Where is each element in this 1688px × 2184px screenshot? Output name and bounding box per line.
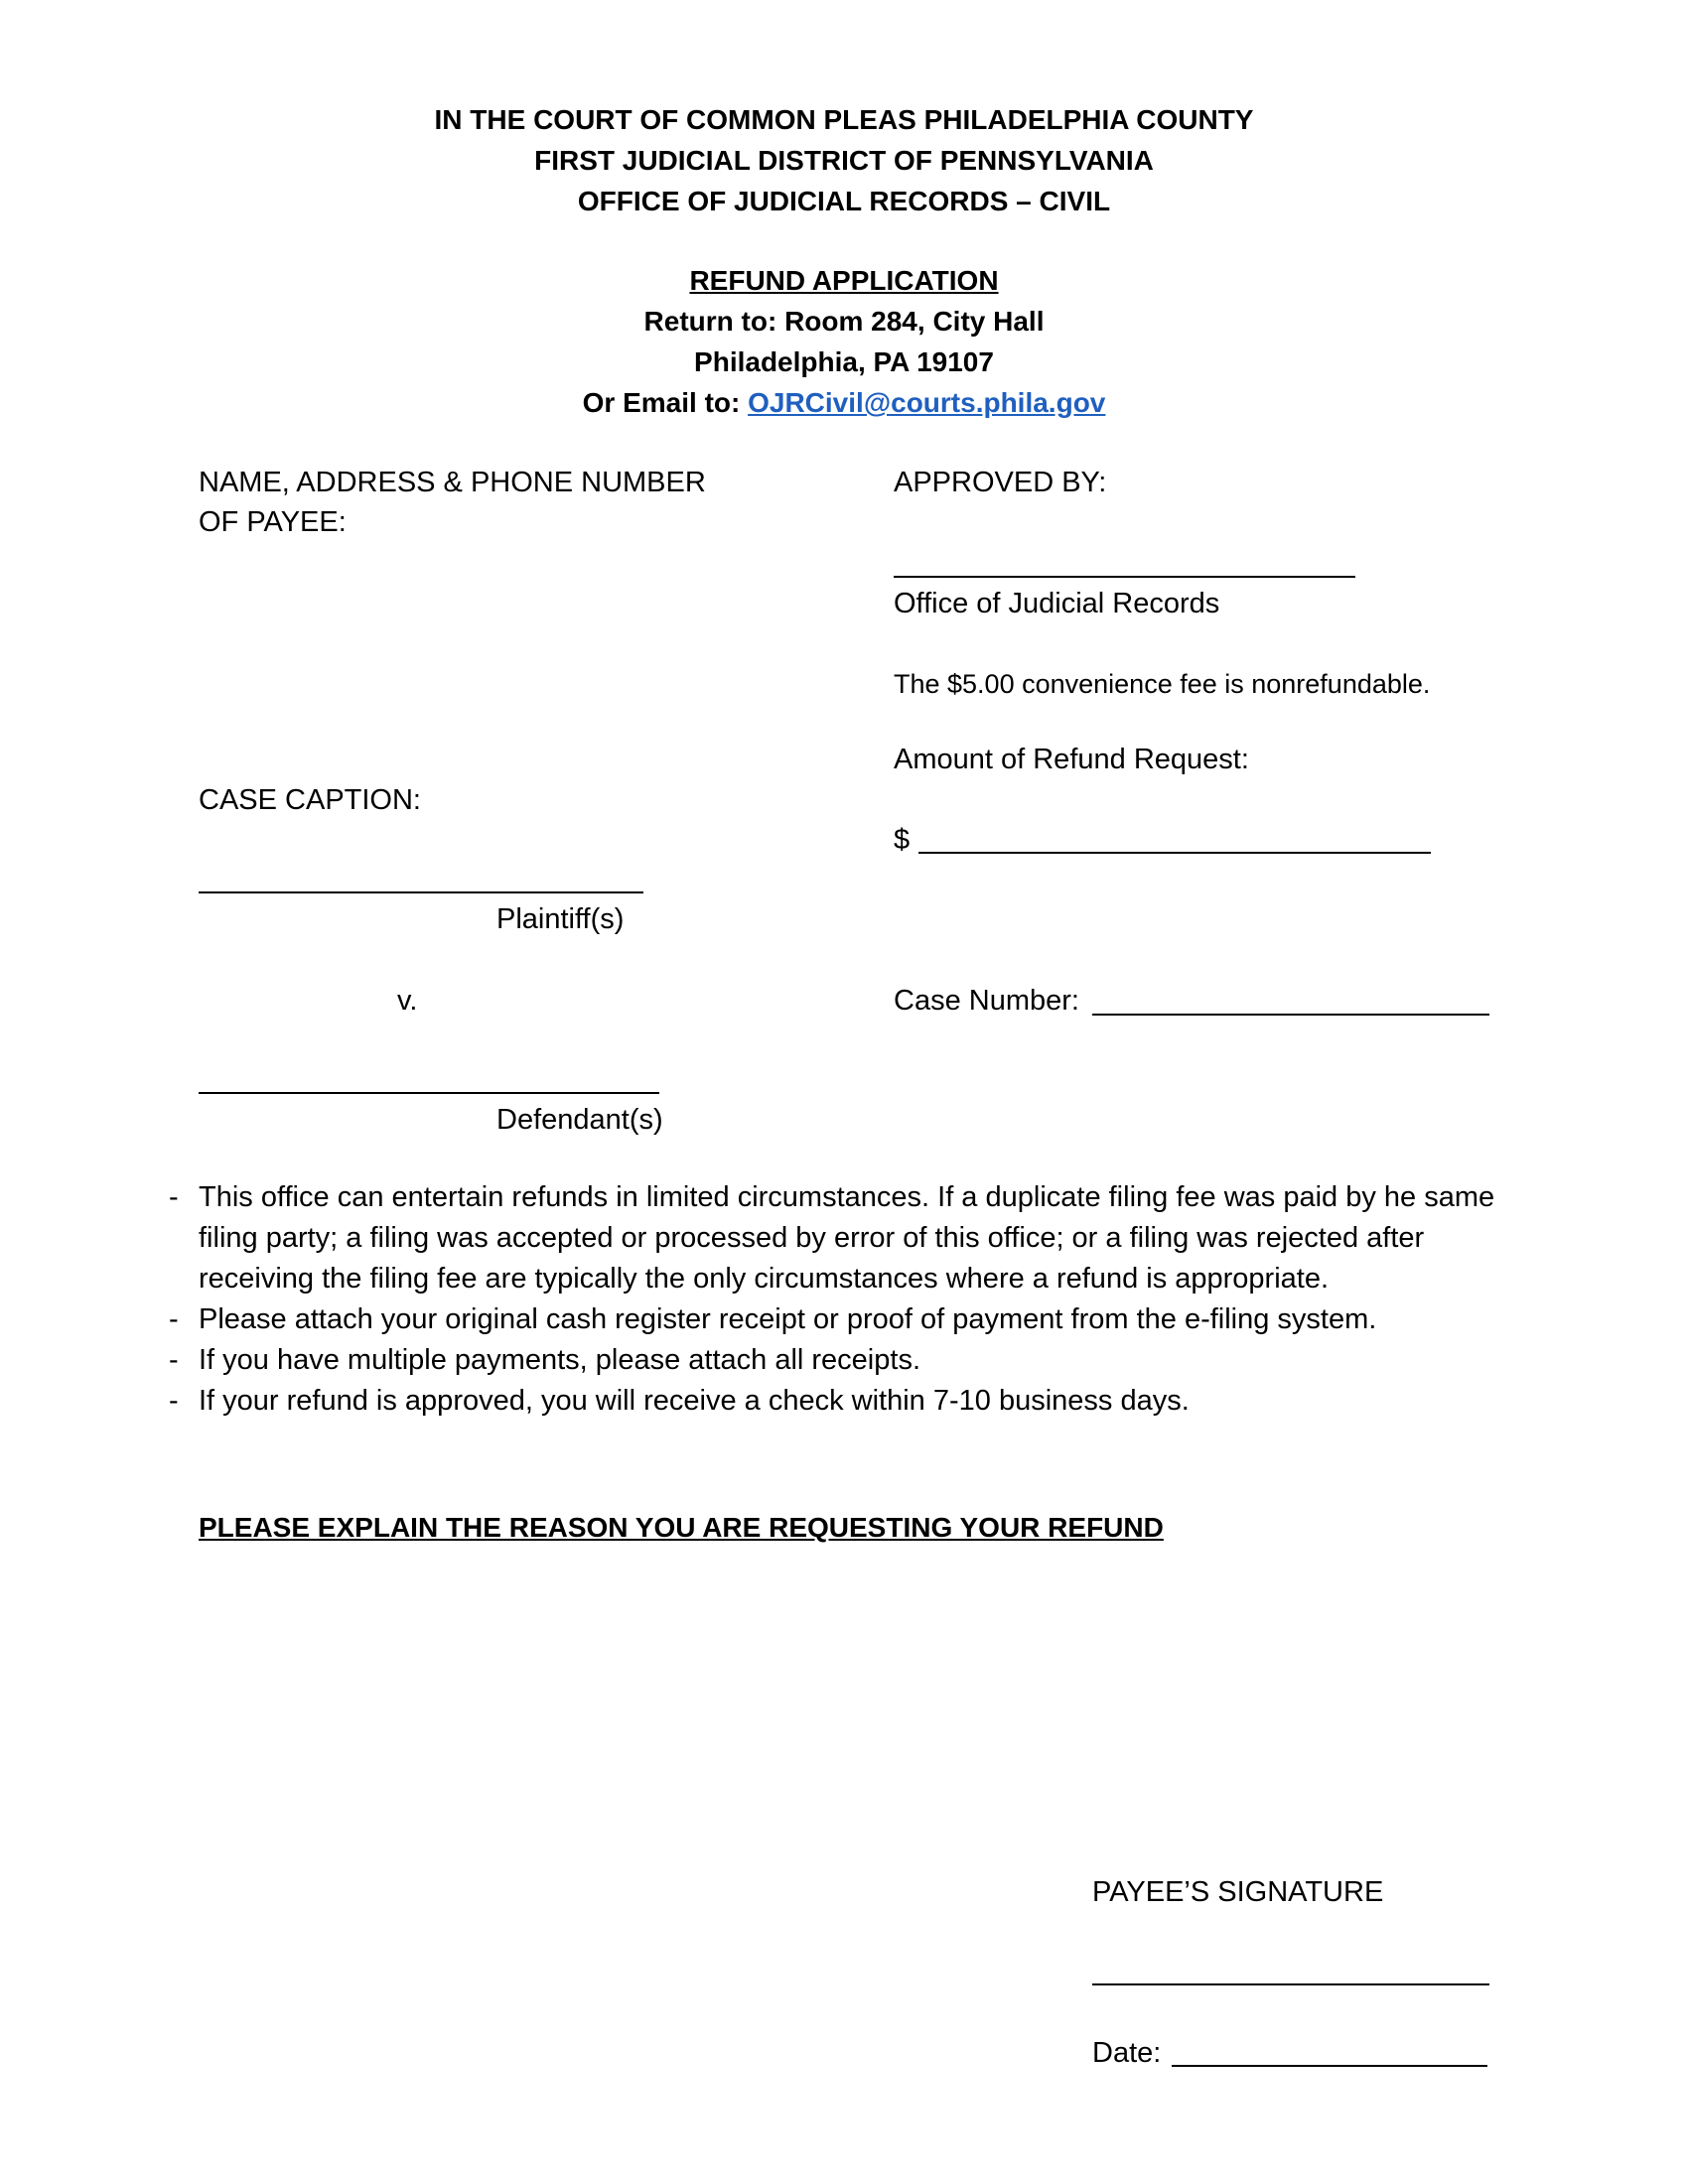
email-line xyxy=(0,382,1688,423)
note-item: - Please attach your original cash register receipt or proof of payment from the e-filing system. xyxy=(169,1299,1504,1340)
payee-label-line1: NAME, ADDRESS & PHONE NUMBER xyxy=(199,467,706,498)
versus-label: v. xyxy=(397,985,418,1017)
notes-list xyxy=(169,1177,1504,1422)
bullet-dash: - xyxy=(169,1303,179,1335)
explain-heading-text: PLEASE EXPLAIN THE REASON YOU ARE REQUESTING YOUR REFUND xyxy=(199,1512,1164,1543)
payee-label-line2: OF PAYEE: xyxy=(199,506,347,538)
bullet-dash: - xyxy=(169,1344,179,1376)
judicial-district: FIRST JUDICIAL DISTRICT OF PENNSYLVANIA xyxy=(534,145,1154,176)
court-name: IN THE COURT OF COMMON PLEAS PHILADELPHIA COUNTY xyxy=(434,104,1254,135)
defendant-label: Defendant(s) xyxy=(496,1104,663,1136)
approval-signature-line[interactable] xyxy=(894,576,1355,578)
email-link[interactable]: OJRCivil@courts.phila.gov xyxy=(748,387,1106,418)
explain-heading xyxy=(199,1508,1164,1548)
amount-field[interactable] xyxy=(918,852,1431,854)
plaintiff-line[interactable] xyxy=(199,891,643,893)
office-label: Office of Judicial Records xyxy=(894,588,1220,619)
case-caption-label: CASE CAPTION: xyxy=(199,784,421,816)
dollar-sign: $ xyxy=(894,824,911,856)
plaintiff-label: Plaintiff(s) xyxy=(496,903,625,935)
case-number-label: Case Number: xyxy=(894,985,1079,1017)
approved-by-label: APPROVED BY: xyxy=(894,467,1107,498)
form-title-text: REFUND APPLICATION xyxy=(689,265,999,296)
email-prefix: Or Email to: xyxy=(582,387,741,418)
office-name: OFFICE OF JUDICIAL RECORDS – CIVIL xyxy=(577,186,1111,216)
bullet-dash: - xyxy=(169,1181,179,1213)
return-address: Return to: Room 284, City Hall xyxy=(643,306,1045,337)
explanation-area[interactable] xyxy=(199,1559,1489,1837)
note-item: - This office can entertain refunds in limited circumstances. If a duplicate filing fee was paid by he same filing party; a filing was accepted or processed by error of this office; or a filing was rejected after receiving the filing fee are typically the only circumstances where a refund is appropriate. xyxy=(169,1177,1504,1299)
note-item: - If your refund is approved, you will receive a check within 7-10 business days. xyxy=(169,1381,1504,1422)
return-city: Philadelphia, PA 19107 xyxy=(694,346,994,377)
case-number-field[interactable] xyxy=(1092,1014,1489,1016)
form-title xyxy=(0,260,1688,301)
bullet-dash: - xyxy=(169,1385,179,1417)
payee-signature-label: PAYEE’S SIGNATURE xyxy=(1092,1876,1384,1908)
amount-label: Amount of Refund Request: xyxy=(894,744,1249,775)
date-field[interactable] xyxy=(1172,2065,1487,2067)
note-item: - If you have multiple payments, please attach all receipts. xyxy=(169,1340,1504,1381)
defendant-line[interactable] xyxy=(199,1092,659,1094)
fee-note: The $5.00 convenience fee is nonrefundable. xyxy=(894,669,1431,699)
payee-signature-line[interactable] xyxy=(1092,1983,1489,1985)
date-label: Date: xyxy=(1092,2037,1162,2069)
